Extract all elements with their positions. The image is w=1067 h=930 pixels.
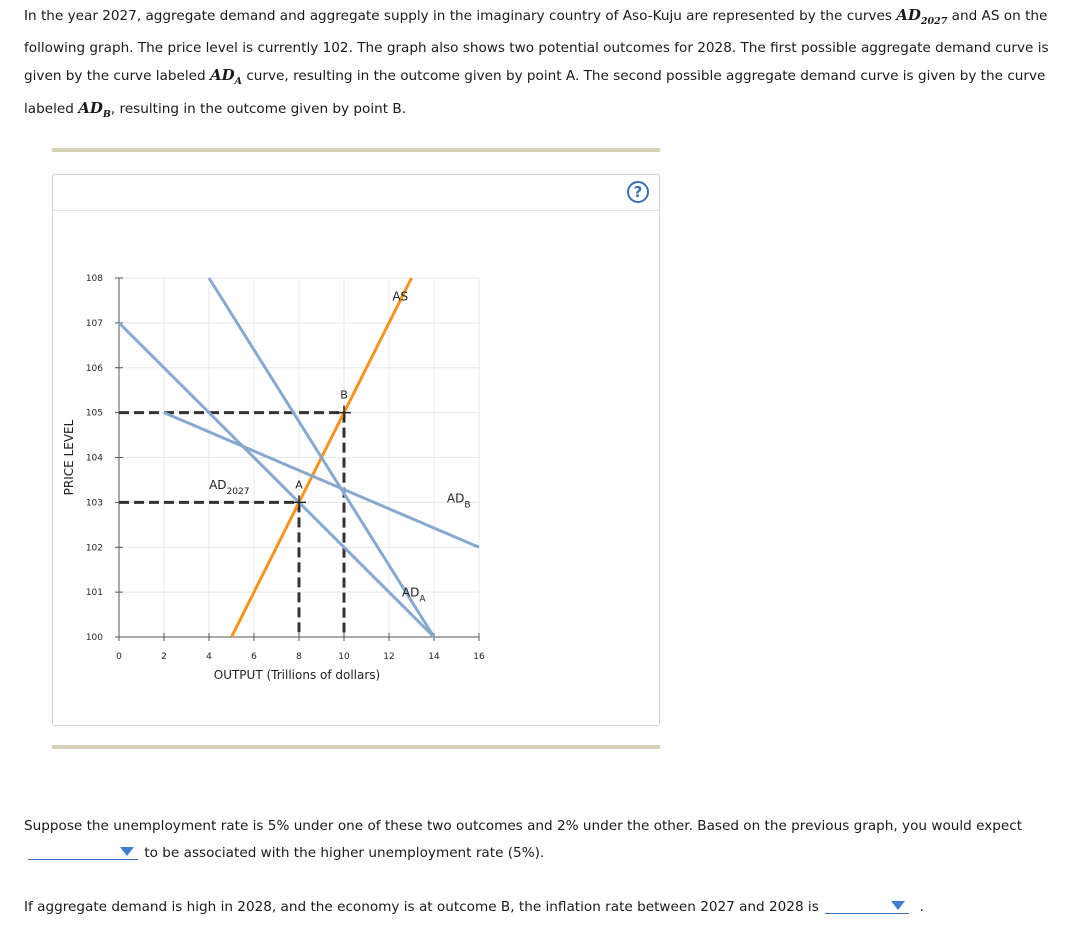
chevron-down-icon — [891, 901, 905, 910]
x-tick-label: 14 — [428, 652, 440, 662]
intro-text-3: curve, resulting in the outcome given by point A. The second possible aggregate demand curve is given by the curve labeled — [24, 68, 1046, 117]
y-tick-label: 101 — [85, 588, 103, 599]
y-tick-label: 108 — [85, 274, 103, 284]
question-2: If aggregate demand is high in 2028, and the economy is at outcome B, the inflation rate between 2027 and 2028 is . — [24, 899, 924, 915]
y-tick-label: 104 — [85, 453, 103, 464]
outcome-dropdown[interactable] — [28, 843, 138, 860]
y-tick-label: 100 — [85, 633, 103, 643]
x-tick-label: 6 — [251, 652, 257, 662]
top-divider — [52, 148, 660, 152]
inflation-rate-dropdown[interactable] — [825, 897, 909, 914]
x-tick-label: 0 — [116, 652, 122, 662]
equilibrium-guides — [119, 413, 344, 637]
y-tick-label: 106 — [85, 363, 103, 374]
point-label-b: B — [340, 388, 348, 402]
x-axis-label: OUTPUT (Trillions of dollars) — [213, 668, 381, 682]
y-axis-label: PRICE LEVEL — [62, 419, 76, 496]
chevron-down-icon — [120, 847, 134, 856]
curve-label-adb: $AD_B$ — [446, 491, 471, 511]
x-tick-label: 8 — [296, 652, 302, 662]
problem-statement — [24, 2, 1054, 128]
graph-panel — [52, 174, 660, 726]
x-tick-label: 2 — [161, 652, 167, 662]
curve-label-ad2027: $AD_{2027}$ — [209, 477, 250, 497]
ad-as-chart — [53, 175, 659, 725]
x-tick-label: 12 — [383, 652, 395, 662]
x-tick-label: 4 — [206, 652, 212, 662]
y-tick-label: 103 — [85, 498, 103, 509]
intro-text-4: , resulting in the outcome given by point B. — [110, 101, 407, 117]
curve-label-as: AS — [392, 289, 409, 304]
math-ada: $AD_A$ — [209, 66, 243, 87]
intro-text-1: In the year 2027, aggregate demand and aggregate supply in the imaginary country of Aso-Kuju are represented by the curves — [24, 8, 897, 24]
y-tick-label: 105 — [85, 408, 103, 419]
bottom-divider — [52, 745, 660, 749]
point-label-a: A — [295, 478, 303, 492]
y-tick-label: 102 — [85, 543, 103, 554]
curve-label-ada: $AD_A$ — [401, 585, 426, 605]
intro-text-2: and AS on the following graph. The price level is currently 102. The graph also shows two potential outcomes for 2028. The first possible aggregate demand curve is given by the curve labeled — [24, 8, 1049, 84]
x-tick-label: 16 — [473, 652, 485, 662]
y-tick-label: 107 — [85, 318, 103, 329]
math-adb: $AD_B$ — [78, 99, 111, 120]
curve-ad2027 — [119, 323, 434, 637]
question-1: Suppose the unemployment rate is 5% under one of these two outcomes and 2% under the other. Based on the previous graph, you would expect to be associated with the higher unemployment rate (5%). — [24, 818, 1023, 861]
x-tick-label: 10 — [338, 652, 350, 662]
math-ad2027: $AD_{2027}$ — [896, 6, 948, 27]
help-icon[interactable]: ? — [627, 181, 649, 203]
